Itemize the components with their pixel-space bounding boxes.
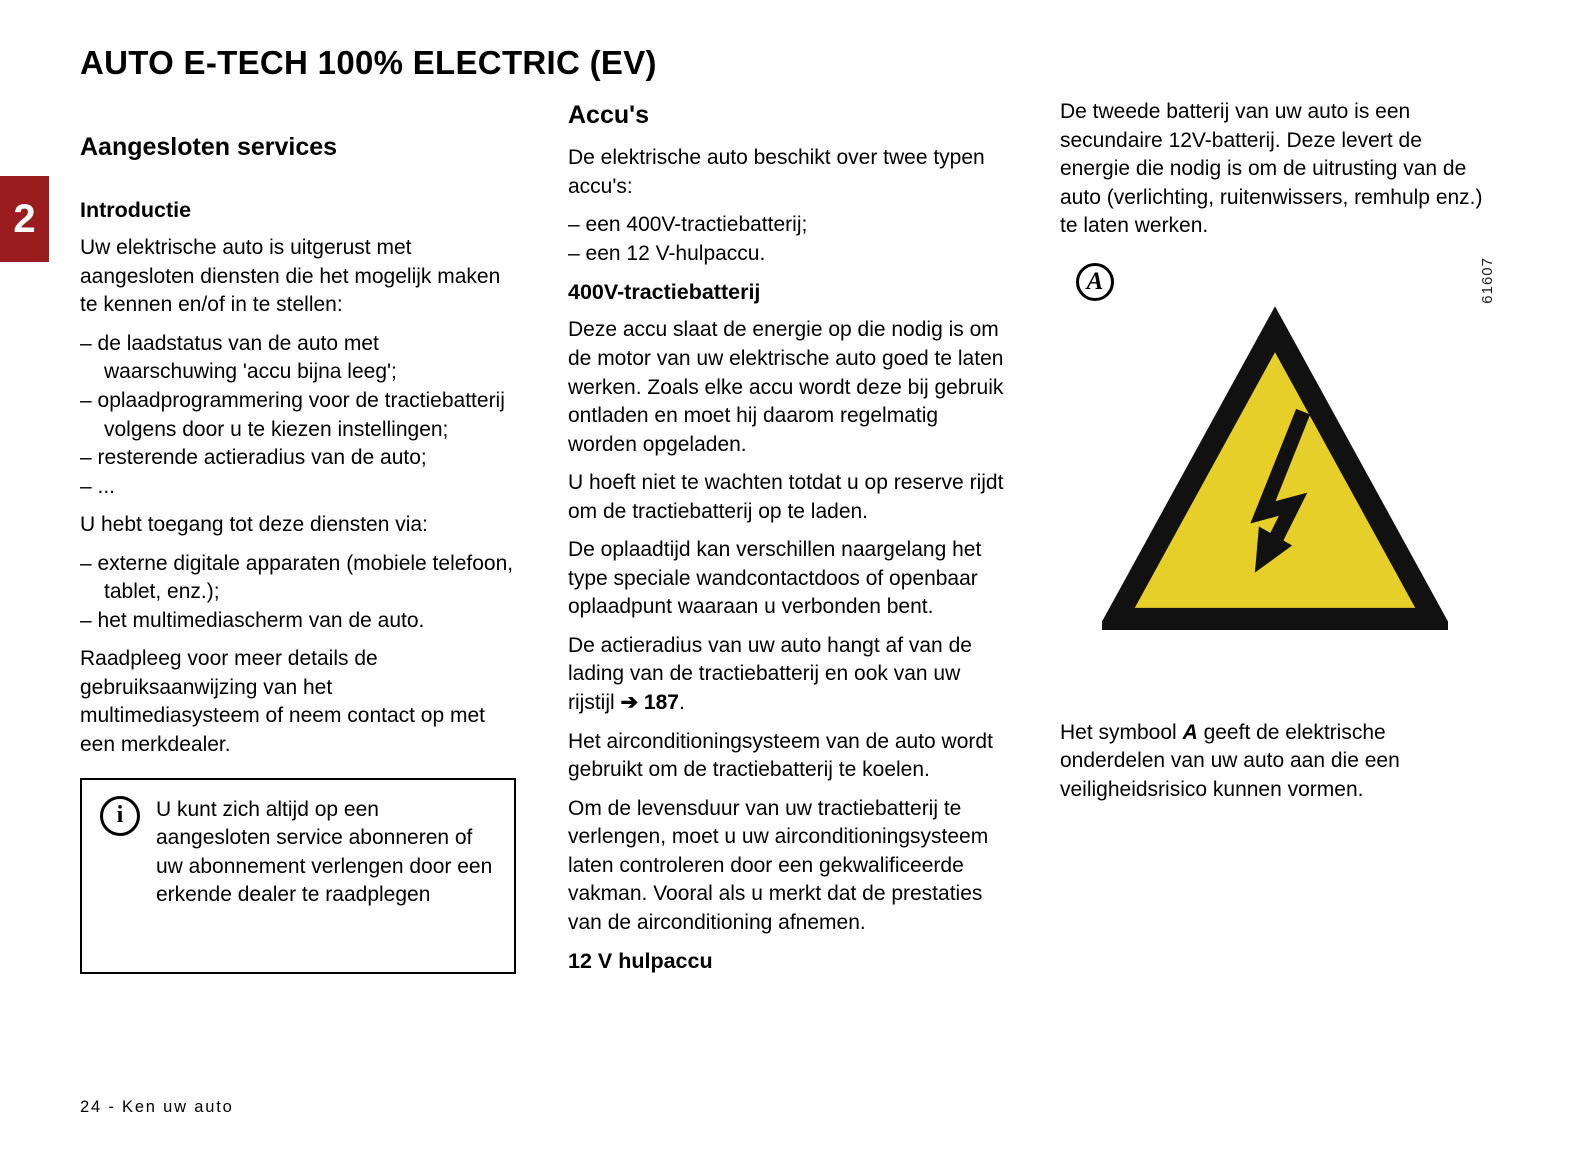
range-suffix: .	[678, 690, 685, 714]
services-more-details: Raadpleeg voor meer details de gebruiksaanwijzing van het multimediasysteem of neem contact op met een merkdealer.	[80, 647, 486, 756]
traction-paragraph: Het airconditioningsysteem van de auto wordt gebruikt om de tractiebatterij te koelen.	[568, 729, 993, 782]
chapter-number: 2	[13, 196, 36, 241]
accus-intro: De elektrische auto beschikt over twee typen accu's:	[568, 146, 985, 198]
info-icon-glyph: i	[100, 796, 140, 836]
info-icon	[100, 796, 142, 890]
traction-paragraph: Deze accu slaat de energie op die nodig is om de motor van uw elektrische auto goed te laten werken. Zoals elke accu wordt deze bij gebruik ontladen en moet hij daarom regelmatig worden opgeladen.	[568, 318, 1004, 456]
traction-paragraph: Om de levensduur van uw tractiebatterij te verlengen, moet u uw airconditioningsysteem laten controleren door een gekwalificeerde vakman. Vooral als u merkt dat de prestaties van de airconditioning afnemen.	[568, 796, 989, 934]
accu-type-list	[568, 211, 1004, 268]
list-item: – oplaadprogrammering voor de tractiebatterij volgens door u te kiezen instellingen;	[80, 387, 516, 444]
info-note-text: U kunt zich altijd op een aangesloten service abonneren of uw abonnement verlengen door een erkende dealer te raadplegen	[156, 797, 493, 907]
services-subheading: Introductie	[80, 198, 192, 222]
callout-a-label: A	[1086, 267, 1104, 295]
list-item: – externe digitale apparaten (mobiele telefoon, tablet, enz.);	[80, 550, 516, 607]
services-access-intro: U hebt toegang tot deze diensten via:	[80, 513, 428, 537]
page-footer: 24 - Ken uw auto	[80, 1098, 234, 1116]
column-12v-battery	[1060, 98, 1496, 814]
caption-text: geeft de elektrische onderdelen van uw auto aan die een veiligheidsrisico kunnen vormen.	[1060, 720, 1400, 801]
figure-code: 61607	[1478, 256, 1496, 304]
info-note-box	[80, 778, 516, 974]
column-services	[80, 130, 516, 974]
caption-symbol-a: A	[1182, 720, 1198, 744]
services-access-list	[80, 550, 516, 636]
battery12v-intro: De tweede batterij van uw auto is een secundaire 12V-batterij. Deze levert de energie die nodig is om de uitrusting van de auto (verlichting, ruitenwissers, remhulp enz.) te laten werken.	[1060, 100, 1483, 238]
list-item: – het multimediascherm van de auto.	[80, 607, 516, 636]
accus-heading: Accu's	[568, 101, 649, 129]
traction-paragraph: De oplaadtijd kan verschillen naargelang het type speciale wandcontactdoos of openbaar oplaadpunt waaraan u verbonden bent.	[568, 538, 982, 619]
page-title: AUTO E-TECH 100% ELECTRIC (EV)	[80, 44, 657, 81]
cross-reference: ➔ 187	[620, 690, 679, 714]
warning-figure	[1060, 255, 1496, 699]
list-item: – de laadstatus van de auto met waarschuwing 'accu bijna leeg';	[80, 330, 516, 387]
traction-battery-heading: 400V-tractiebatterij	[568, 280, 761, 305]
chapter-tab	[0, 176, 49, 262]
figure-caption	[1060, 719, 1496, 805]
range-paragraph	[568, 632, 1004, 718]
column-accus	[568, 98, 1004, 986]
callout-a-icon	[1076, 263, 1114, 301]
traction-paragraph: U hoeft niet te wachten totdat u op reserve rijdt om de tractiebatterij op te laden.	[568, 471, 1004, 523]
list-item: – resterende actieradius van de auto;	[80, 444, 516, 473]
range-text: De actieradius van uw auto hangt af van de lading van de tractiebatterij en ook van uw rijstijl	[568, 633, 972, 714]
caption-text: Het symbool	[1060, 720, 1177, 744]
aux-battery-heading: 12 V hulpaccu	[568, 949, 713, 974]
list-item: – een 12 V-hulpaccu.	[568, 240, 1004, 269]
services-feature-list	[80, 330, 516, 501]
list-item: – een 400V-tractiebatterij;	[568, 211, 1004, 240]
services-heading: Aangesloten services	[80, 133, 338, 161]
high-voltage-warning-icon	[1102, 299, 1448, 631]
list-item: – ...	[80, 473, 516, 502]
services-intro: Uw elektrische auto is uitgerust met aangesloten diensten die het mogelijk maken te kennen en/of in te stellen:	[80, 236, 501, 317]
